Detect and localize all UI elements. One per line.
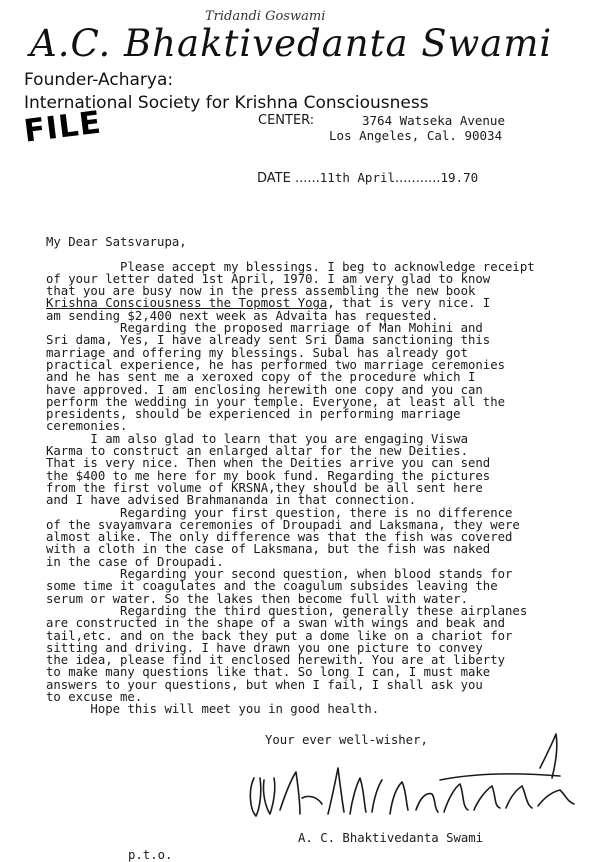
letter-text: with a cloth in the case of Laksmana, but the fish was naked <box>46 542 491 557</box>
letter-text: perform the wedding in your temple. Everyone, at least all the <box>46 394 506 409</box>
letterhead-founder: Founder-Acharya: <box>24 70 174 90</box>
letter-line <box>46 408 591 420</box>
letter-line <box>46 703 591 715</box>
letter-text: Regarding your second question, when blood stands for <box>120 567 513 582</box>
letter-text: practical experience, he has performed two marriage ceremonies <box>46 357 506 372</box>
letter-text: presidents, should be experienced in performing marriage <box>46 407 461 422</box>
letter-text: the $400 to me here for my book fund. Regarding the pictures <box>46 468 491 483</box>
letterhead-name: A.C. Bhaktivedanta Swami <box>30 22 553 65</box>
letterhead-society: International Society for Krishna Consciousness <box>24 93 429 113</box>
letter-text: that you are busy now in the press assembling the new book <box>46 284 476 299</box>
letter-text: marriage and offering my blessings. Subal has already got <box>46 345 468 360</box>
letter-text: Sri dama, Yes, I have already sent Sri Dama sanctioning this <box>46 333 491 348</box>
letter-text: the idea, please find it enclosed herewith. You are at liberty <box>46 653 506 668</box>
letterhead-tridandi: Tridandi Goswami <box>205 9 326 24</box>
letter-text: ceremonies. <box>46 419 128 434</box>
letter-text: That is very nice. Then when the Deities arrive you can send <box>46 456 491 471</box>
signature-name: A. C. Bhaktivedanta Swami <box>298 831 484 845</box>
center-address-line2: Los Angeles, Cal. 90034 <box>329 128 503 143</box>
letter-text: serum or water. So the lakes then become full with water. <box>46 591 468 606</box>
letter-text: and he has sent me a xeroxed copy of the procedure which I <box>46 370 476 385</box>
date-value: 11th April <box>319 170 396 185</box>
letter-text: Please accept my blessings. I beg to acknowledge receipt <box>120 259 535 274</box>
letter-text: , that is very nice. I <box>327 296 491 311</box>
letter-text: My Dear Satsvarupa, <box>46 235 187 249</box>
letter-closing: Your ever well-wisher, <box>265 733 428 747</box>
letter-text: are constructed in the shape of a swan with wings and beak and <box>46 616 506 631</box>
letter-line <box>46 236 591 248</box>
letter-text: Hope this will meet you in good health. <box>90 702 380 717</box>
letter-text: to excuse me. <box>46 689 143 704</box>
file-stamp: FILE <box>22 104 104 150</box>
letter-text: Regarding the third question, generally these airplanes <box>120 603 528 618</box>
date-year: 19.70 <box>440 170 479 185</box>
book-title: Krishna Consciousness the Topmost Yoga <box>46 296 328 311</box>
letter-text: am sending $2,400 next week as Advaita has requested. <box>46 308 439 323</box>
letter-text: tail,etc. and on the back they put a dome like on a chariot for <box>46 628 513 643</box>
letter-text: I am also glad to learn that you are engaging Viswa <box>90 431 468 446</box>
letter-text: from the first volume of KRSNA,they should be all sent here <box>46 480 483 495</box>
letter-text: of the svayamvara ceremonies of Droupadi and Laksmana, they were <box>46 517 520 532</box>
date-label: DATE <box>257 171 291 186</box>
letter-text: and I have advised Brahmananda in that connection. <box>46 493 417 508</box>
date-dots-left: ...... <box>294 171 320 186</box>
letter-text: Regarding your first question, there is no difference <box>120 505 513 520</box>
letter-text: almost alike. The only difference was that the fish was covered <box>46 530 513 545</box>
letter-text: in the case of Droupadi. <box>46 554 224 569</box>
letter-text: sitting and driving. I have drawn you one picture to convey <box>46 640 483 655</box>
letter-body <box>46 236 591 716</box>
center-address-line1: 3764 Watseka Avenue <box>362 113 505 128</box>
letter-text: of your letter dated 1st April, 1970. I am very glad to know <box>46 271 491 286</box>
pto-note: p.t.o. <box>128 848 173 862</box>
letter-text: some time it coagulates and the coagulum subsides leaving the <box>46 579 498 594</box>
center-label: CENTER: <box>258 113 315 128</box>
date-line <box>257 170 478 186</box>
letter-text: have approved. I am enclosing herewith one copy and you can <box>46 382 483 397</box>
letter-text: to make many questions like that. So long I can, I must make <box>46 665 491 680</box>
date-dots-right: ........... <box>395 171 441 186</box>
letter-text: answers to your questions, but when I fail, I shall ask you <box>46 677 483 692</box>
letter-text: Regarding the proposed marriage of Man Mohini and <box>120 321 483 336</box>
letter-text: Karma to construct an enlarged altar for the new Deities. <box>46 444 468 459</box>
